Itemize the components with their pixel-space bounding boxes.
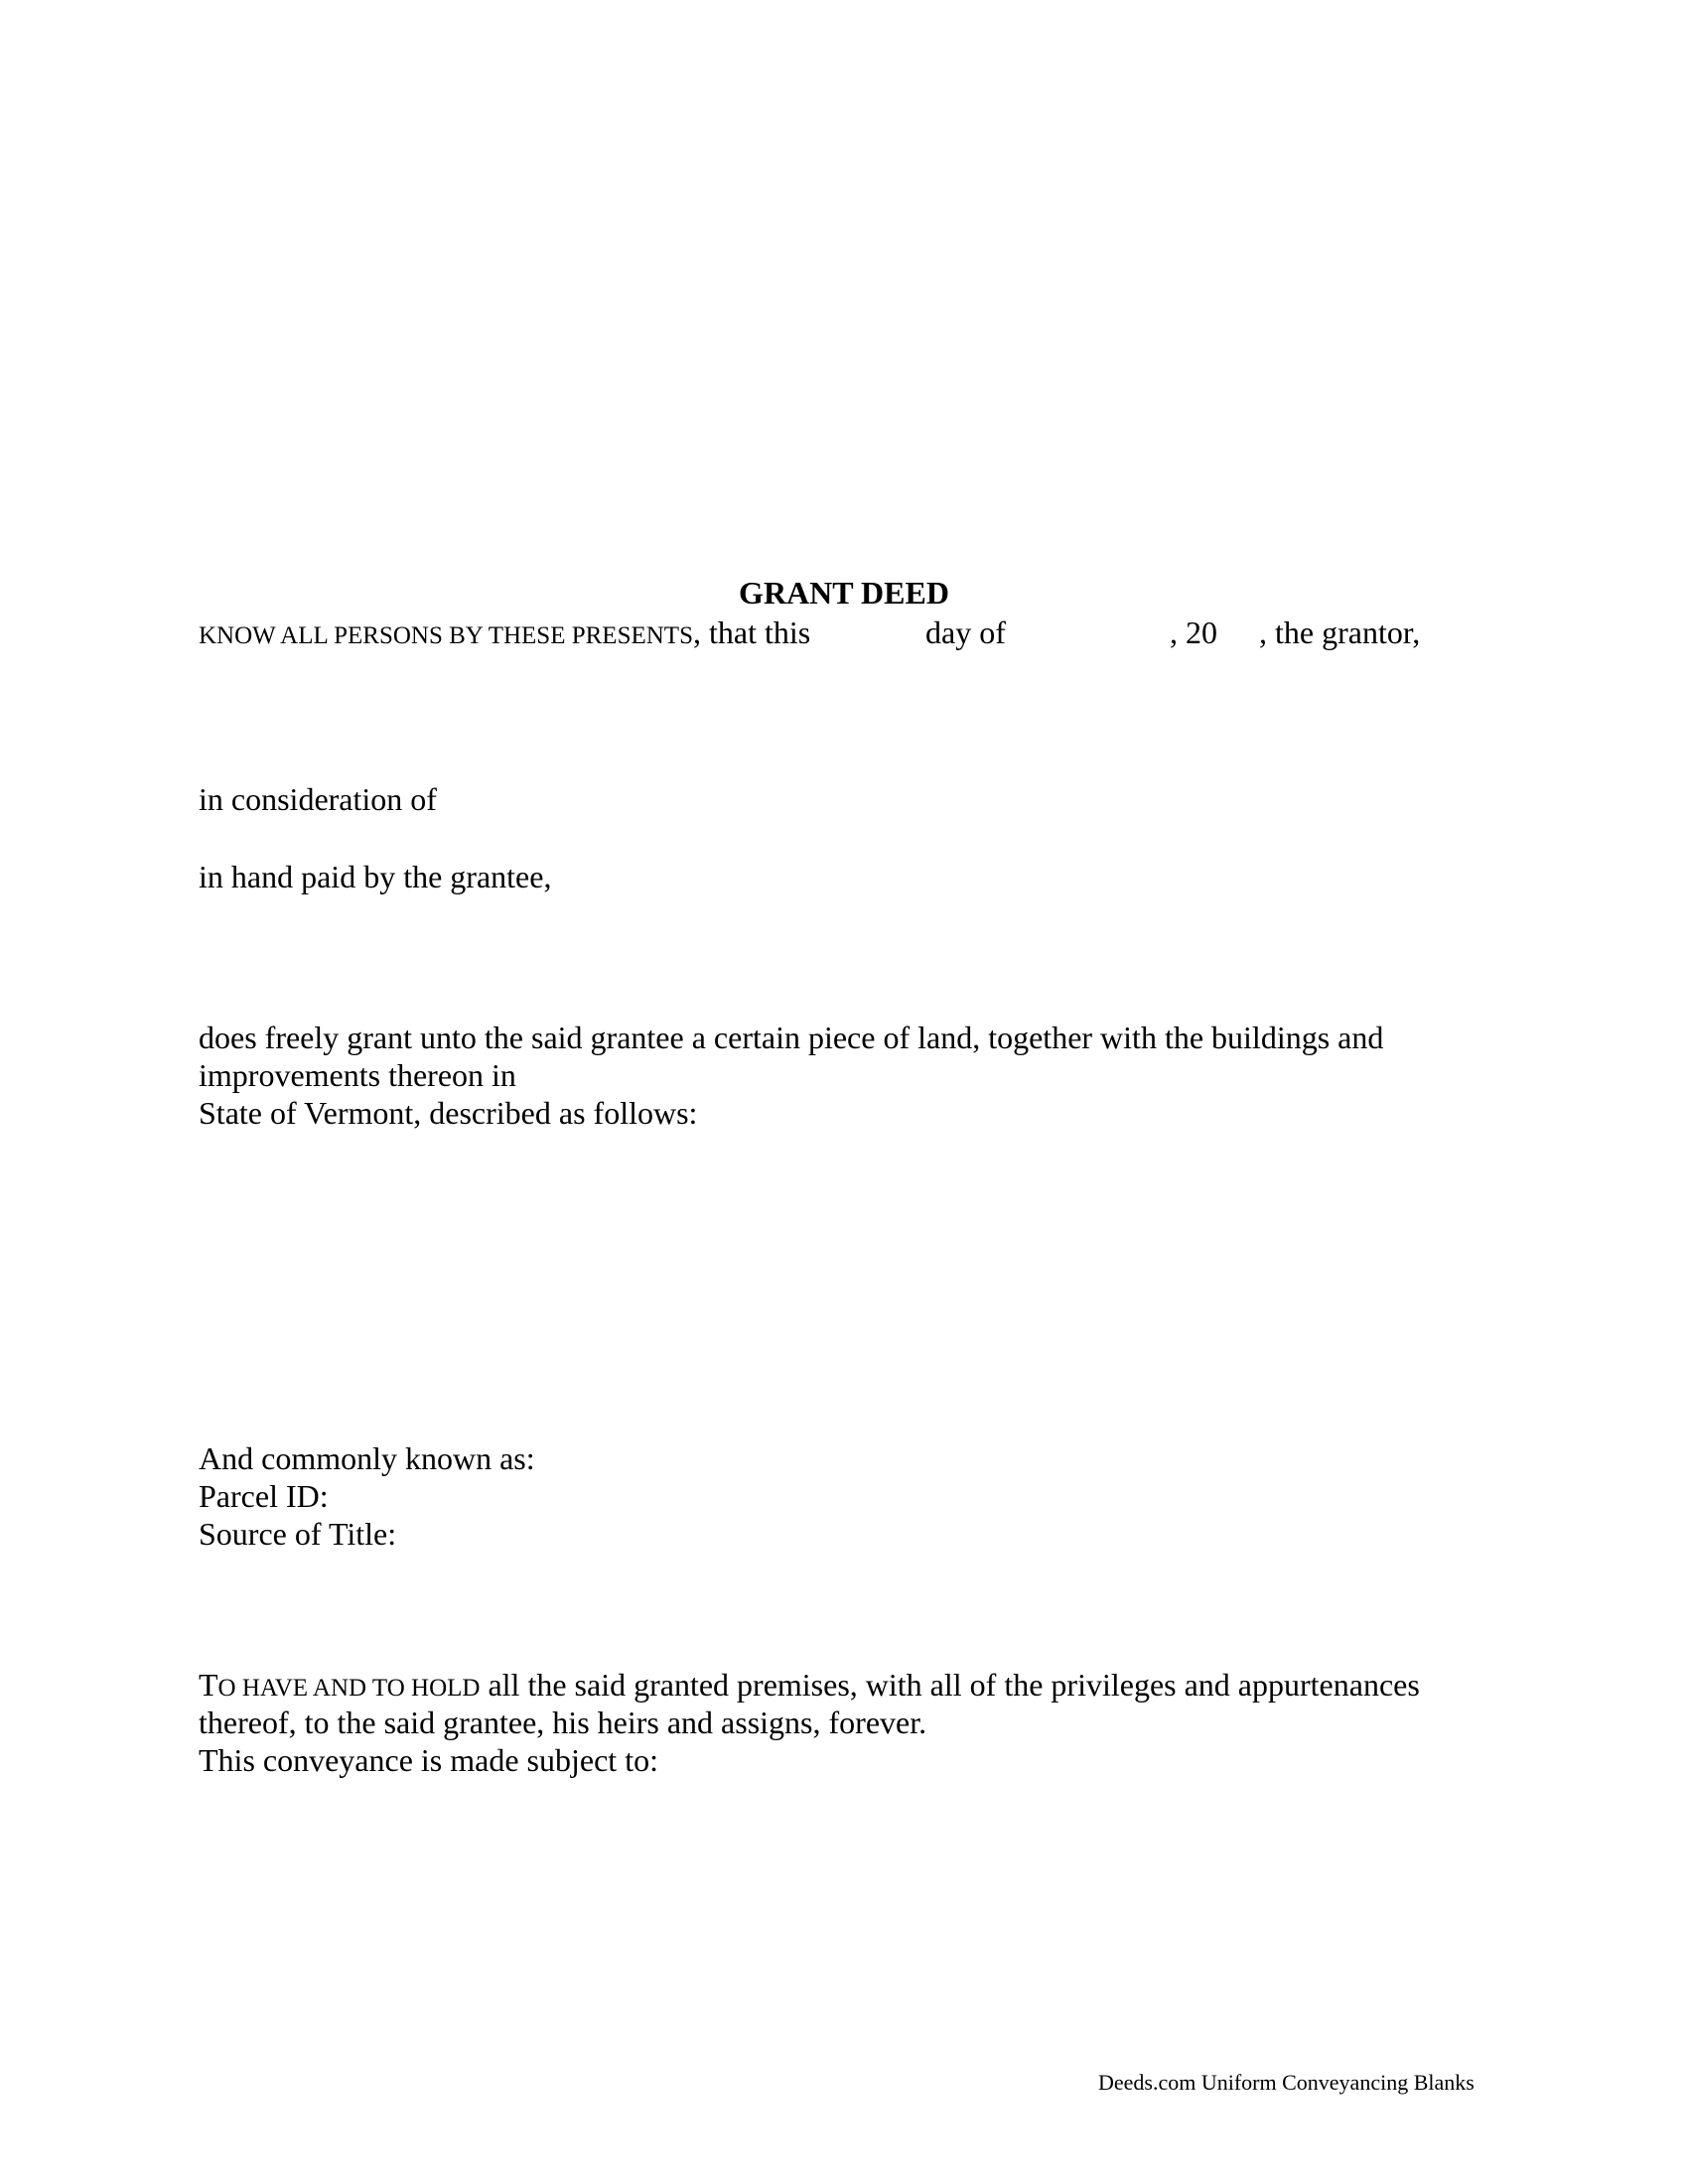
grant-clause-line-2: improvements thereon in (199, 1057, 516, 1093)
habendum-small-caps: O HAVE AND TO HOLD (217, 1675, 481, 1702)
footer-credit: Deeds.com Uniform Conveyancing Blanks (1098, 2070, 1475, 2095)
commonly-known-line: And commonly known as: (199, 1440, 535, 1476)
presents-phrase: KNOW ALL PERSONS BY THESE PRESENTS (199, 622, 693, 649)
habendum-line-1 (199, 1666, 1420, 1707)
habendum-first-letter: T (199, 1667, 218, 1703)
document-title: GRANT DEED (739, 575, 949, 611)
subject-to-line: This conveyance is made subject to: (199, 1742, 658, 1778)
intro-presents-line (199, 614, 810, 655)
that-this-text: , that this (693, 614, 811, 650)
hand-paid-line: in hand paid by the grantee, (199, 859, 552, 894)
year-prefix-text: , 20 (1170, 614, 1217, 650)
grant-clause-line-3: State of Vermont, described as follows: (199, 1095, 698, 1131)
consideration-line: in consideration of (199, 781, 437, 817)
day-of-text: day of (925, 614, 1006, 650)
source-of-title-line: Source of Title: (199, 1516, 397, 1552)
habendum-line-1-rest: all the said granted premises, with all of the privileges and appurtenances (480, 1667, 1420, 1703)
habendum-line-2: thereof, to the said grantee, his heirs and assigns, forever. (199, 1705, 927, 1740)
grant-clause-line-1: does freely grant unto the said grantee a certain piece of land, together with the buildings and (199, 1020, 1384, 1055)
grantor-text: , the grantor, (1259, 614, 1421, 650)
parcel-id-line: Parcel ID: (199, 1478, 329, 1514)
